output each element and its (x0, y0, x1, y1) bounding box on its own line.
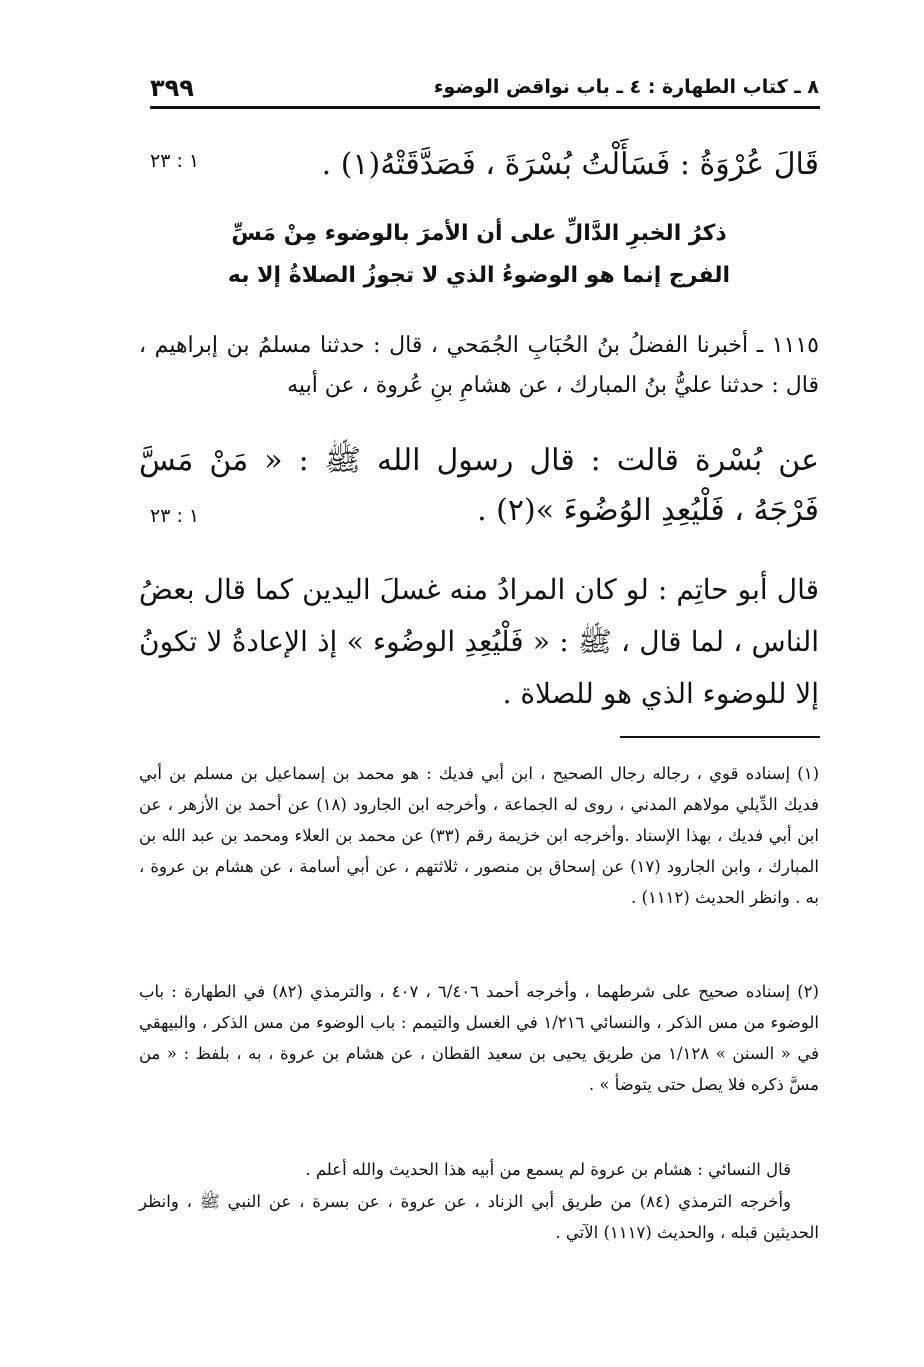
footnote-2-tirmidhi-note: وأخرجه الترمذي (٨٤) من طريق أبي الزناد ، عن عروة ، عن بسرة ، عن النبي ﷺ ، وانظر الحديثين قبله ، والحديث (١١١٧) الآتي . (139, 1192, 819, 1242)
hadith-line-urwa: قَالَ عُرْوَةُ : فَسَأَلْتُ بُسْرَةَ ، فَصَدَّقَتْهُ(١) . (321, 147, 819, 182)
cross-reference-2: ١ : ٢٣ (150, 505, 200, 527)
footnote-divider (620, 736, 820, 738)
running-header: ٨ ـ كتاب الطهارة : ٤ ـ باب نواقض الوضوء (433, 76, 819, 98)
chapter-heading-line-2: الفرج إنما هو الوضوءُ الذي لا تجوزُ الصلاةُ إلا به (227, 263, 731, 288)
footnote-2: (٢) إسناده صحيح على شرطهما ، وأخرجه أحمد ٦/٤٠٦ ، ٤٠٧ ، والترمذي (٨٢) في الطهارة : باب الوضوء من مس الذكر ، والنسائي ١/٢١٦ في الغسل والتيمم : باب الوضوء من مس الذكر ، والبيهقي في « السنن » ١/١٢٨ من طريق يحيى بن سعيد القطان ، عن هشام بن عروة ، به ، بلفظ : « من مسَّ ذكره فلا يصل حتى يتوضأ » . (139, 982, 819, 1094)
footnote-1: (١) إسناده قوي ، رجاله رجال الصحيح ، ابن أبي فديك : هو محمد بن إسماعيل بن مسلم بن أبي فديك الدِّيلي مولاهم المدني ، روى له الجماعة ، وأخرجه ابن الجارود (١٨) عن أحمد بن الأزهر ، عن ابن أبي فديك ، بهذا الإسناد .وأخرجه ابن خزيمة رقم (٣٣) عن محمد بن العلاء ومحمد بن عبد الله بن المبارك ، وابن الجارود (١٧) عن إسحاق بن منصور ، ثلاثتهم ، عن أبي أسامة ، عن هشام بن عروة ، به . وانظر الحديث (١١١٢) . (139, 764, 820, 907)
hadith-matn: عن بُسْرة قالت : قال رسول الله ﷺ : « مَنْ مَسَّ فَرْجَهُ ، فَلْيُعِدِ الوُضُوءَ »(٢) . (139, 443, 819, 528)
footnote-2-nasai-note: قال النسائي : هشام بن عروة لم يسمع من أبيه هذا الحديث والله أعلم . (305, 1160, 791, 1179)
header-divider (150, 106, 820, 109)
cross-reference-1: ١ : ٢٣ (150, 150, 200, 172)
abu-hatim-commentary: قال أبو حاتِم : لو كان المرادُ منه غسلَ اليدين كما قال بعضُ الناس ، لما قال ، ﷺ : « فَلْيُعِدِ الوضُوء » إذ الإعادةُ لا تكونُ إلا للوضوء الذي هو للصلاة . (139, 573, 819, 710)
page-number: ٣٩٩ (150, 74, 194, 102)
chapter-heading-line-1: ذكرُ الخبرِ الدَّالِّ على أن الأمرَ بالوضوء مِنْ مَسِّ (231, 221, 727, 246)
hadith-isnad: ١١١٥ ـ أخبرنا الفضلُ بنُ الحُبَابِ الجُمَحي ، قال : حدثنا مسلمُ بن إبراهيم ، قال : حدثنا عليُّ بنُ المبارك ، عن هشامِ بنِ عُروة ، عن أبيه (139, 333, 819, 398)
